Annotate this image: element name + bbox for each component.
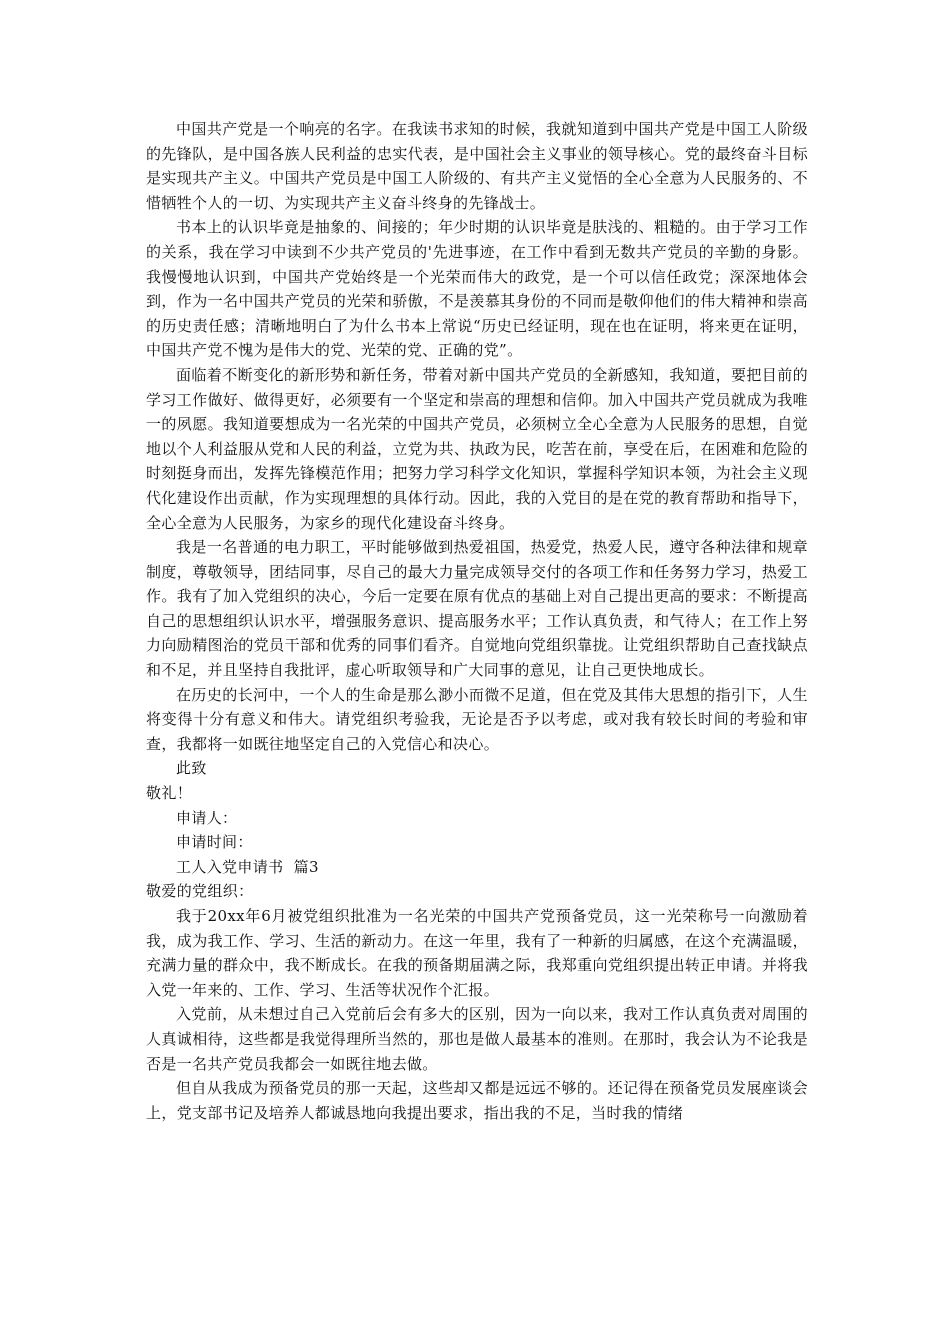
paragraph: 我是一名普通的电力职工，平时能够做到热爱祖国，热爱党，热爱人民，遵守各种法律和规章制度，尊敬领导，团结同事，尽自己的最大力量完成领导交付的各项工作和任务努力学习，热爱工作。我有了加入党组织的决心，今后一定要在原有优点的基础上对自己提出更高的要求：不断提高自己的思想组织认识水平，增强服务意识、提高服务水平；工作认真负责，和气待人；在工作上努力向励精图治的党员干部和优秀的同事们看齐。自觉地向党组织靠拢。让党组织帮助自己查找缺点和不足，并且坚持自我批评，虚心听取领导和广大同事的意见，让自己更快地成长。 xyxy=(146,538,808,680)
paragraph: 在历史的长河中，一个人的生命是那么渺小而微不足道，但在党及其伟大思想的指引下，人生将变得十分有意义和伟大。请党组织考验我，无论是否予以考虑，或对我有较长时间的考验和审查，我都将一如既往地坚定自己的入党信心和决心。 xyxy=(146,685,808,753)
apply-date-line: 申请时间： xyxy=(176,833,253,852)
closing-line: 此致 xyxy=(176,759,207,778)
paragraph: 中国共产党是一个响亮的名字。在我读书求知的时候，我就知道到中国共产党是中国工人阶级的先锋队，是中国各族人民利益的忠实代表，是中国社会主义事业的领导核心。党的最终奋斗目标是实现共产主义。中国共产党员是中国工人阶级的、有共产主义觉悟的全心全意为人民服务的、不惜牺牲个人的一切、为实现共产主义奋斗终身的先锋战士。 xyxy=(146,120,808,212)
document-body xyxy=(146,117,808,1125)
paragraph: 我于20xx年6月被党组织批准为一名光荣的中国共产党预备党员，这一光荣称号一向激励着我，成为我工作、学习、生活的新动力。在这一年里，我有了一种新的归属感，在这个充满温暖，充满力量的群众中，我不断成长。在我的预备期届满之际，我郑重向党组织提出转正申请。并将我入党一年来的、工作、学习、生活等状况作个汇报。 xyxy=(146,907,808,999)
paragraph: 但自从我成为预备党员的那一天起，这些却又都是远远不够的。还记得在预备党员发展座谈会上，党支部书记及培养人都诚恳地向我提出要求，指出我的不足，当时我的情绪 xyxy=(146,1079,808,1122)
paragraph: 入党前，从未想过自己入党前后会有多大的区别，因为一向以来，我对工作认真负责对周围的人真诚相待，这些都是我觉得理所当然的，那也是做人最基本的准则。在那时，我会认为不论我是否是一名共产党员我都会一如既往地去做。 xyxy=(146,1005,808,1073)
paragraph: 面临着不断变化的新形势和新任务，带着对新中国共产党员的全新感知，我知道，要把目前的学习工作做好、做得更好，必须要有一个坚定和崇高的理想和信仰。加入中国共产党员就成为我唯一的夙愿。我知道要想成为一名光荣的中国共产党员，必须树立全心全意为人民服务的思想，自觉地以个人利益服从党和人民的利益，立党为共、执政为民，吃苦在前，享受在后，在困难和危险的时刻挺身而出，发挥先锋模范作用；把努力学习科学文化知识，掌握科学知识本领，为社会主义现代化建设作出贡献，作为实现理想的具体行动。因此，我的入党目的是在党的教育帮助和指导下，全心全意为人民服务，为家乡的现代化建设奋斗终身。 xyxy=(146,365,808,532)
paragraph: 书本上的认识毕竟是抽象的、间接的；年少时期的认识毕竟是肤浅的、粗糙的。由于学习工作的关系，我在学习中读到不少共产党员的'先进事迹，在工作中看到无数共产党员的辛勤的身影。我慢慢地认识到，中国共产党始终是一个光荣而伟大的政党，是一个可以信任政党；深深地体会到，作为一名中国共产党员的光荣和骄傲，不是羡慕其身份的不同而是敬仰他们的伟大精神和崇高的历史责任感；清晰地明白了为什么书本上常说“历史已经证明，现在也在证明，将来更在证明，中国共产党不愧为是伟大的党、光荣的党、正确的党”。 xyxy=(146,218,808,360)
salutation: 敬爱的党组织： xyxy=(146,882,254,901)
salute-line: 敬礼！ xyxy=(146,784,193,803)
section-title: 工人入党申请书 篇3 xyxy=(176,857,319,876)
applicant-line: 申请人： xyxy=(176,808,238,827)
